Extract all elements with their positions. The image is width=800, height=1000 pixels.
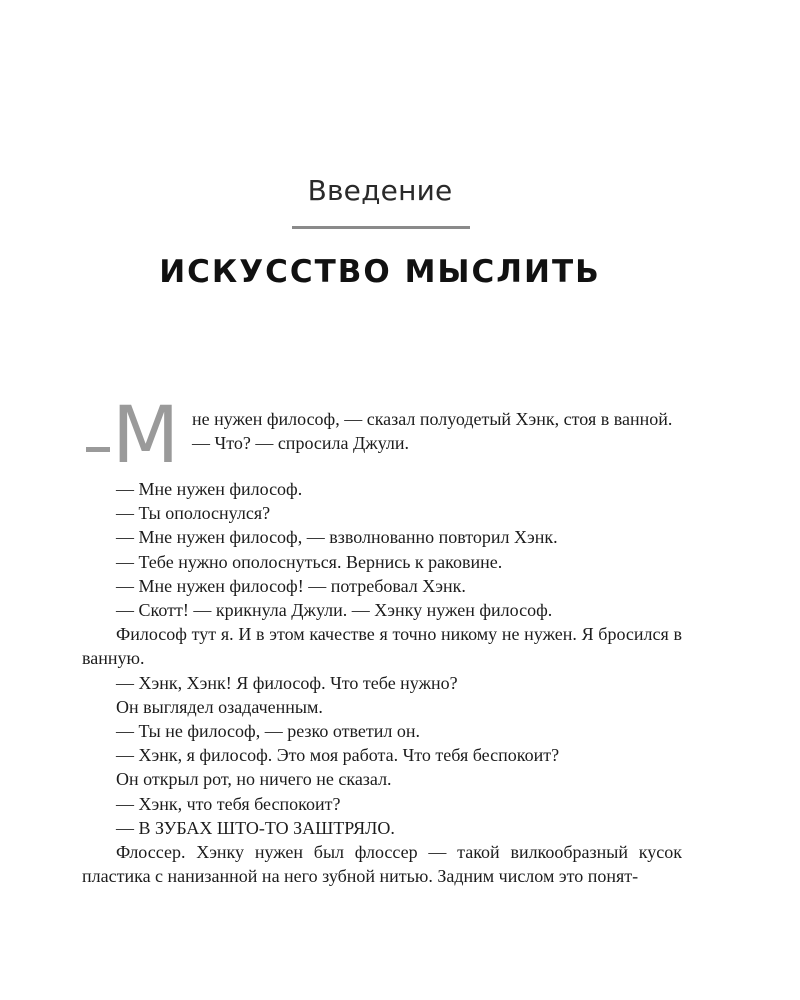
paragraph-1-text: не нужен философ, — сказал полуодетый Хэнк, стоя в ванной. (192, 409, 673, 429)
paragraph-13: — Хэнк, я философ. Это моя работа. Что тебя беспокоит? (116, 745, 560, 766)
paragraph-11: Он выглядел озадаченным. (116, 696, 323, 717)
paragraph-4: — Ты ополоснулся? (116, 503, 271, 524)
paragraph-14: Он открыл рот, но ничего не сказал. (116, 769, 392, 790)
paragraph-6: — Тебе нужно ополоснуться. Вернись к раковине. (116, 551, 503, 572)
paragraph-8: — Скотт! — крикнула Джули. — Хэнку нужен философ. (116, 600, 553, 621)
paragraph-16: — В ЗУБАХ ШТО-ТО ЗАШТРЯЛО. (116, 817, 395, 838)
paragraph-7: — Мне нужен философ! — потребовал Хэнк. (116, 575, 466, 596)
chapter-title: ИСКУССТВО МЫСЛИТЬ (159, 254, 601, 290)
drop-cap-dash (86, 447, 110, 452)
chapter-rule (292, 226, 470, 229)
chapter-label: Введение (307, 174, 453, 207)
paragraph-15: — Хэнк, что тебя беспокоит? (116, 793, 341, 814)
paragraph-12: — Ты не философ, — резко ответил он. (116, 721, 420, 742)
drop-cap (82, 391, 186, 481)
body-text (82, 391, 682, 888)
paragraph-2: — Что? — спросила Джули. (192, 433, 410, 454)
paragraph-17: Флоссер. Хэнку нужен был флоссер — такой вилкообразный кусок пластика с нанизанной на него зубной нитью. Задним числом это понят- (82, 842, 682, 887)
paragraph-9: Философ тут я. И в этом качестве я точно никому не нужен. Я бросился в ванную. (82, 624, 682, 669)
paragraph-10: — Хэнк, Хэнк! Я философ. Что тебе нужно? (116, 672, 458, 693)
paragraph-5: — Мне нужен философ, — взволнованно повторил Хэнк. (116, 527, 558, 548)
drop-cap-letter: М (112, 391, 180, 481)
paragraph-3: — Мне нужен философ. (116, 479, 303, 499)
